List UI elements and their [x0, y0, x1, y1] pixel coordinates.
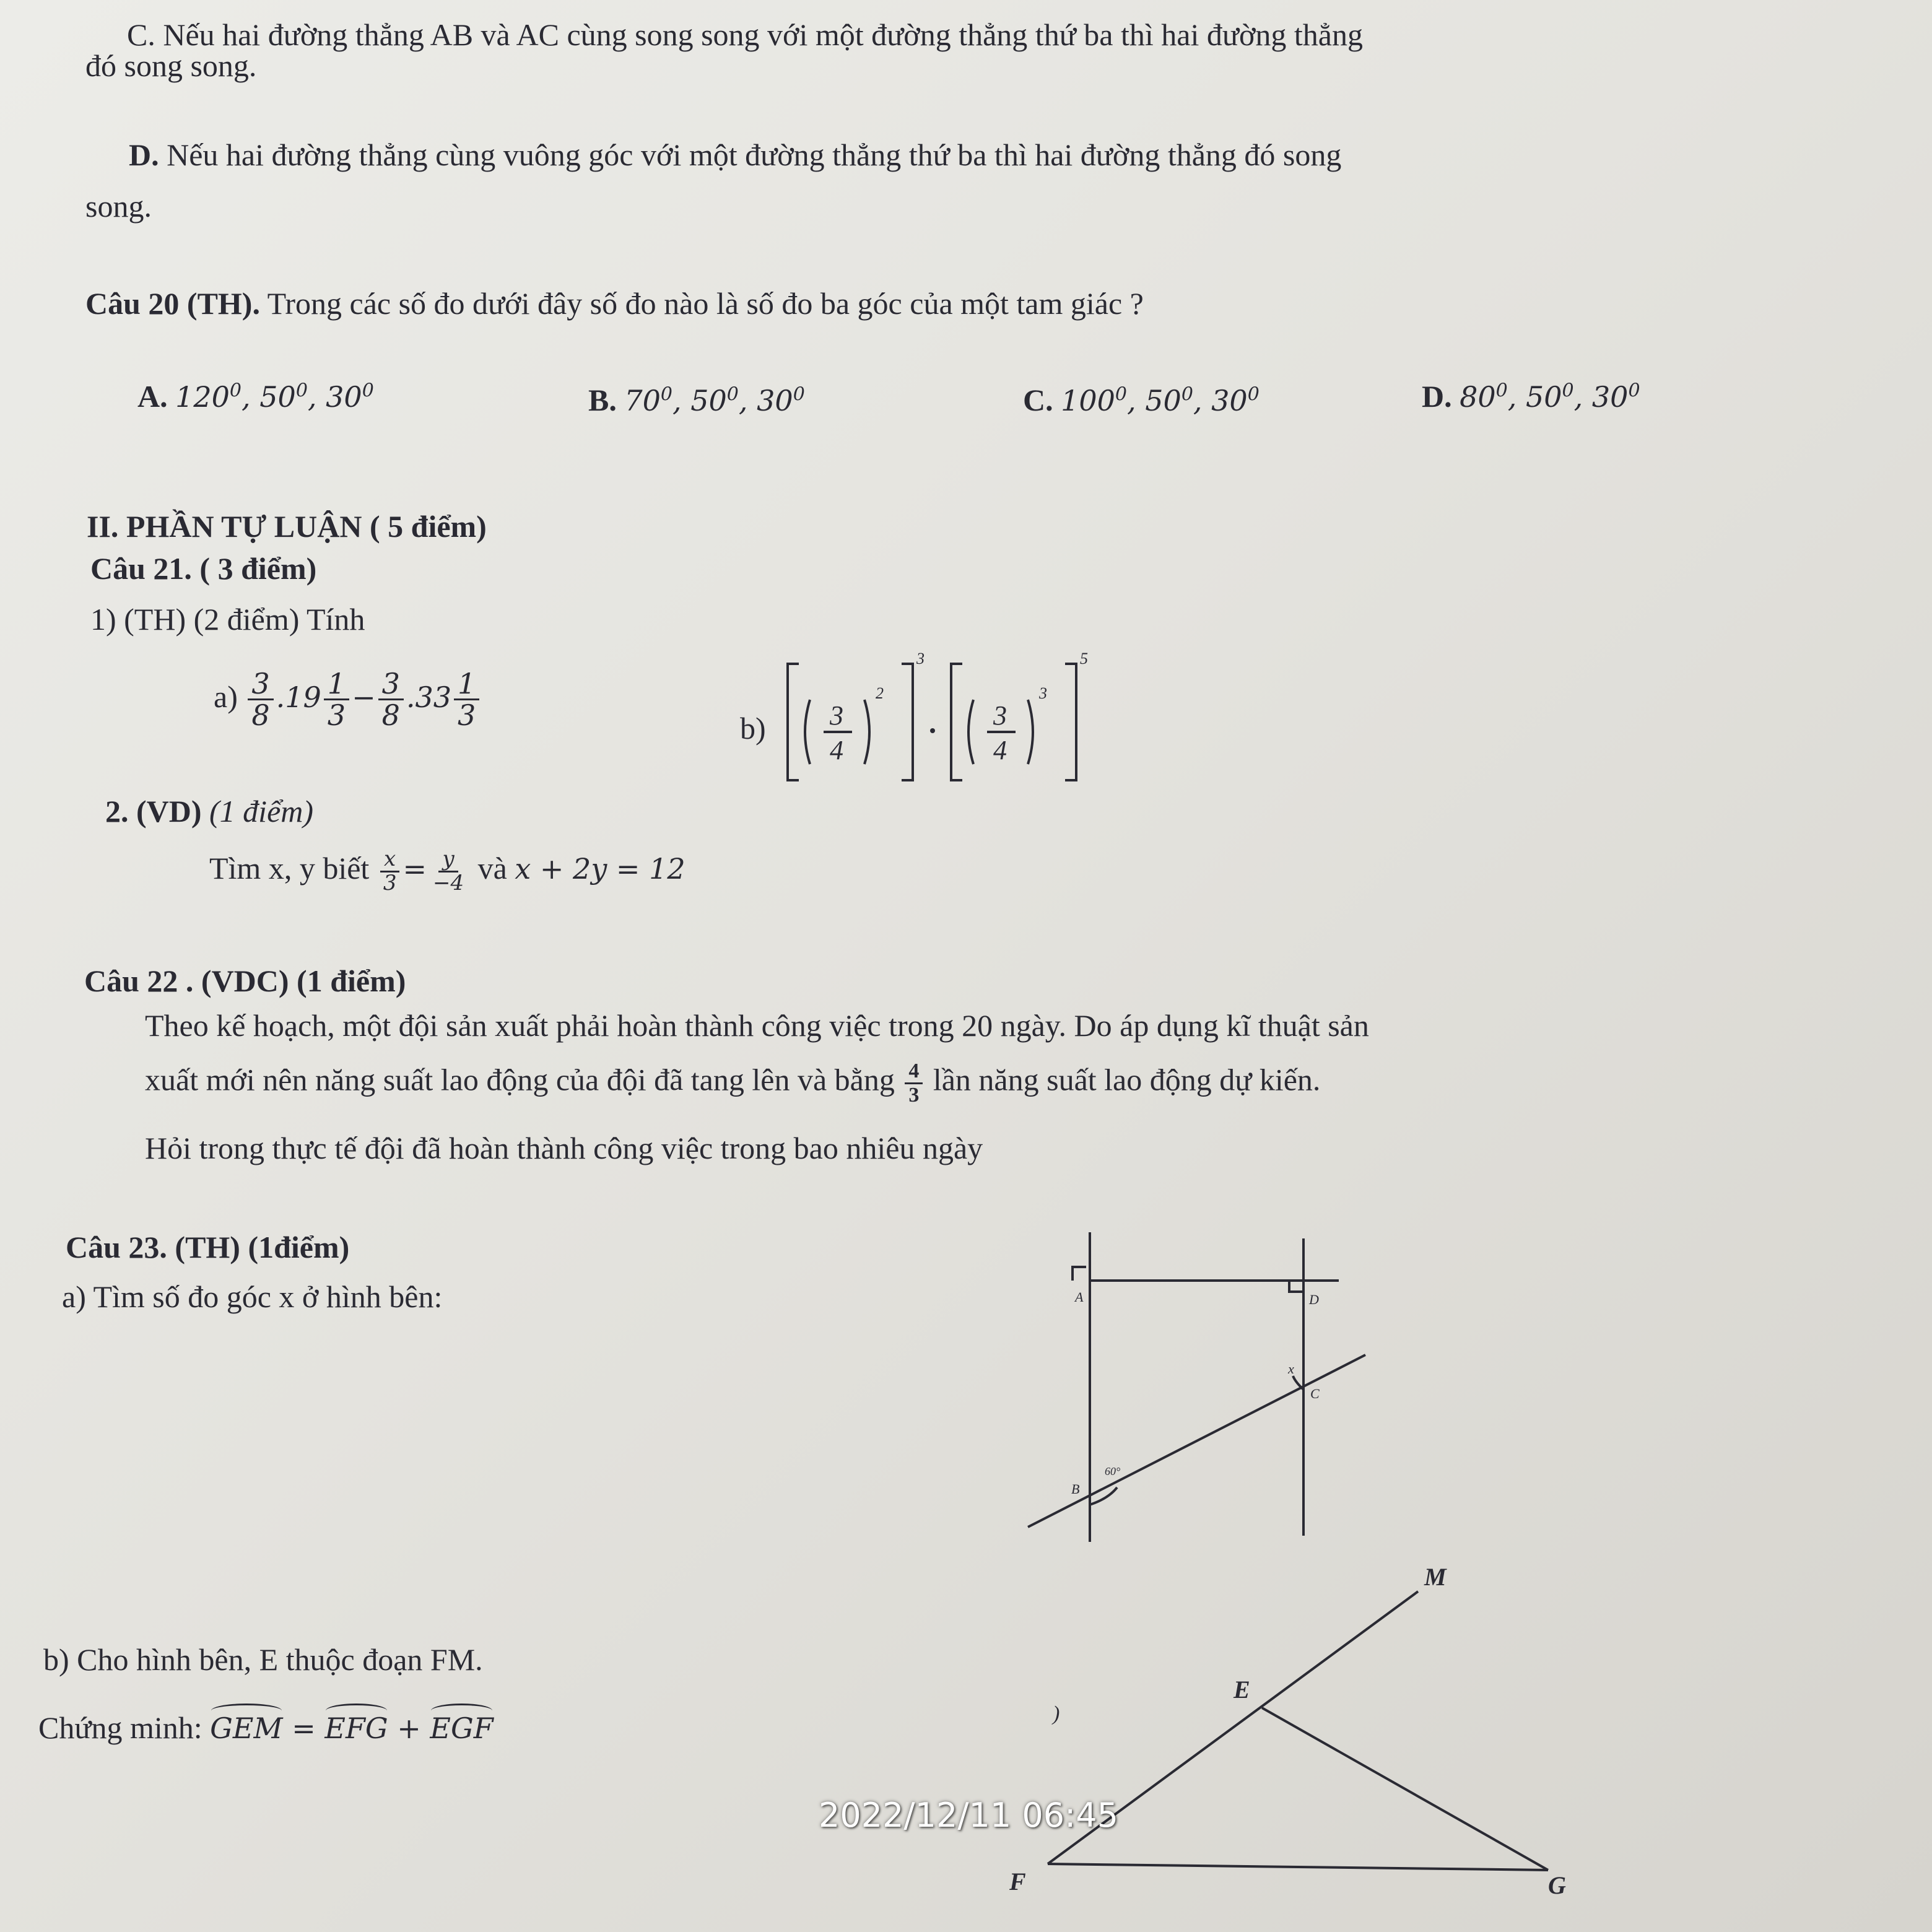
prove-prefix: Chứng minh:	[38, 1710, 202, 1745]
q23-prove	[38, 1710, 494, 1746]
q22-line1: Theo kế hoạch, một đội sản xuất phải hoàn thành công việc trong 20 ngày. Do áp dụng kĩ thuật sản	[145, 1008, 1369, 1043]
q21-a-expression: $\frac{3}{8}$ .19 $\frac{1}{3}$ − $\frac{3}{8}$ .33 $\frac{1}{3}$	[245, 681, 482, 714]
q20-option-c-label: C.	[1023, 383, 1053, 417]
q21-b-expression	[785, 651, 1107, 788]
q21-part-a	[214, 669, 482, 731]
q20-option-c	[1023, 383, 1260, 419]
option-d-label: D.	[129, 137, 159, 172]
b-den-2: 4	[993, 735, 1007, 765]
question-22-label: Câu 22 . (VDC) (1 điểm)	[84, 964, 406, 998]
q22-line3: Hỏi trong thực tế đội đã hoàn thành công việc trong bao nhiêu ngày	[145, 1131, 983, 1165]
label-b: B	[1071, 1481, 1080, 1497]
angle-egf: EGF	[430, 1712, 494, 1745]
label-angle-60: 60°	[1105, 1465, 1121, 1477]
label-f: F	[1009, 1868, 1026, 1895]
part-2-heading: II. PHẦN TỰ LUẬN ( 5 điểm)	[87, 509, 487, 544]
q20-option-a-values: $120^0$, $50^0$, $30^0$	[175, 380, 374, 414]
question-20-label: Câu 20 (TH).	[85, 286, 260, 321]
label-x: x	[1288, 1361, 1294, 1377]
b-num-2: 3	[993, 700, 1007, 731]
q21-sub1: 1) (TH) (2 điểm) Tính	[90, 602, 365, 637]
b-exp-1: 2	[876, 684, 884, 702]
q22-line2	[145, 1060, 1320, 1106]
q20-option-c-values: $100^0$, $50^0$, $30^0$	[1061, 383, 1260, 417]
option-d-line2: song.	[85, 189, 152, 224]
b-exp-4: 5	[1080, 650, 1088, 668]
q21-sub2-label: 2. (VD)	[105, 794, 202, 829]
q22-line2-pre: xuất mới nên năng suất lao động của đội đã tang lên và bằng	[145, 1062, 895, 1097]
q23-part-b: b) Cho hình bên, E thuộc đoạn FM.	[43, 1642, 483, 1677]
option-c-line2: đó song song.	[85, 48, 257, 83]
option-d-line1	[129, 137, 1341, 173]
angle-efg: EFG	[324, 1712, 388, 1745]
q21-a-label: a)	[214, 679, 238, 714]
angle-gem: GEM	[210, 1712, 283, 1745]
find-prefix: Tìm x, y biết	[209, 851, 370, 886]
photo-timestamp: 2022/12/11 06:45	[819, 1796, 1119, 1835]
q20-option-d-values: $80^0$, $50^0$, $30^0$	[1460, 380, 1640, 414]
q20-option-b-label: B.	[588, 383, 617, 417]
b-exp-3: 3	[1039, 684, 1047, 702]
and-word: và	[477, 851, 507, 886]
figure-triangle	[991, 1548, 1610, 1895]
label-d: D	[1309, 1292, 1319, 1307]
question-20	[85, 286, 1144, 322]
label-mark: )	[1053, 1702, 1060, 1725]
angle-equation: GEM = EFG + EGF	[210, 1712, 494, 1745]
q20-option-d-label: D.	[1422, 379, 1452, 414]
b-den-1: 4	[830, 735, 843, 765]
question-20-text: Trong các số đo dưới đây số đo nào là số đo ba góc của một tam giác ?	[267, 286, 1144, 321]
b-num-1: 3	[830, 700, 843, 731]
label-g: G	[1548, 1871, 1566, 1895]
q20-option-b-values: $70^0$, $50^0$, $30^0$	[624, 383, 805, 417]
q20-option-d	[1422, 379, 1640, 415]
q22-fraction: $\frac{4}{3}$	[905, 1060, 923, 1106]
q21-find-xy	[209, 848, 685, 894]
label-e: E	[1234, 1676, 1250, 1704]
q21-sub2-points: (1 điểm)	[209, 794, 314, 829]
q21-sub2	[105, 794, 313, 830]
figure-angle-x	[1022, 1232, 1368, 1542]
q23-part-a: a) Tìm số đo góc x ở hình bên:	[62, 1279, 443, 1314]
question-21-label: Câu 21. ( 3 điểm)	[90, 551, 317, 586]
q22-line2-post: lần năng suất lao động dự kiến.	[933, 1062, 1321, 1097]
b-exp-2: 3	[916, 650, 925, 668]
label-m: M	[1424, 1563, 1447, 1591]
q20-option-b	[588, 383, 805, 419]
question-23-label: Câu 23. (TH) (1điểm)	[66, 1230, 350, 1264]
q20-option-a-label: A.	[137, 379, 168, 414]
option-c-line1: C. Nếu hai đường thẳng AB và AC cùng song song với một đường thẳng thứ ba thì hai đường thẳng	[127, 17, 1363, 52]
linear-condition: x + 2y = 12	[515, 852, 685, 886]
option-d-text: Nếu hai đường thẳng cùng vuông góc với một đường thẳng thứ ba thì hai đường thẳng đó song	[167, 137, 1342, 172]
label-c: C	[1310, 1386, 1320, 1401]
ratio-equation: $\frac{x}{3}$ = $\frac{y}{-4}$	[377, 852, 470, 886]
q20-option-a	[137, 379, 374, 415]
label-a: A	[1075, 1289, 1084, 1305]
q21-b-label: b)	[740, 711, 766, 746]
